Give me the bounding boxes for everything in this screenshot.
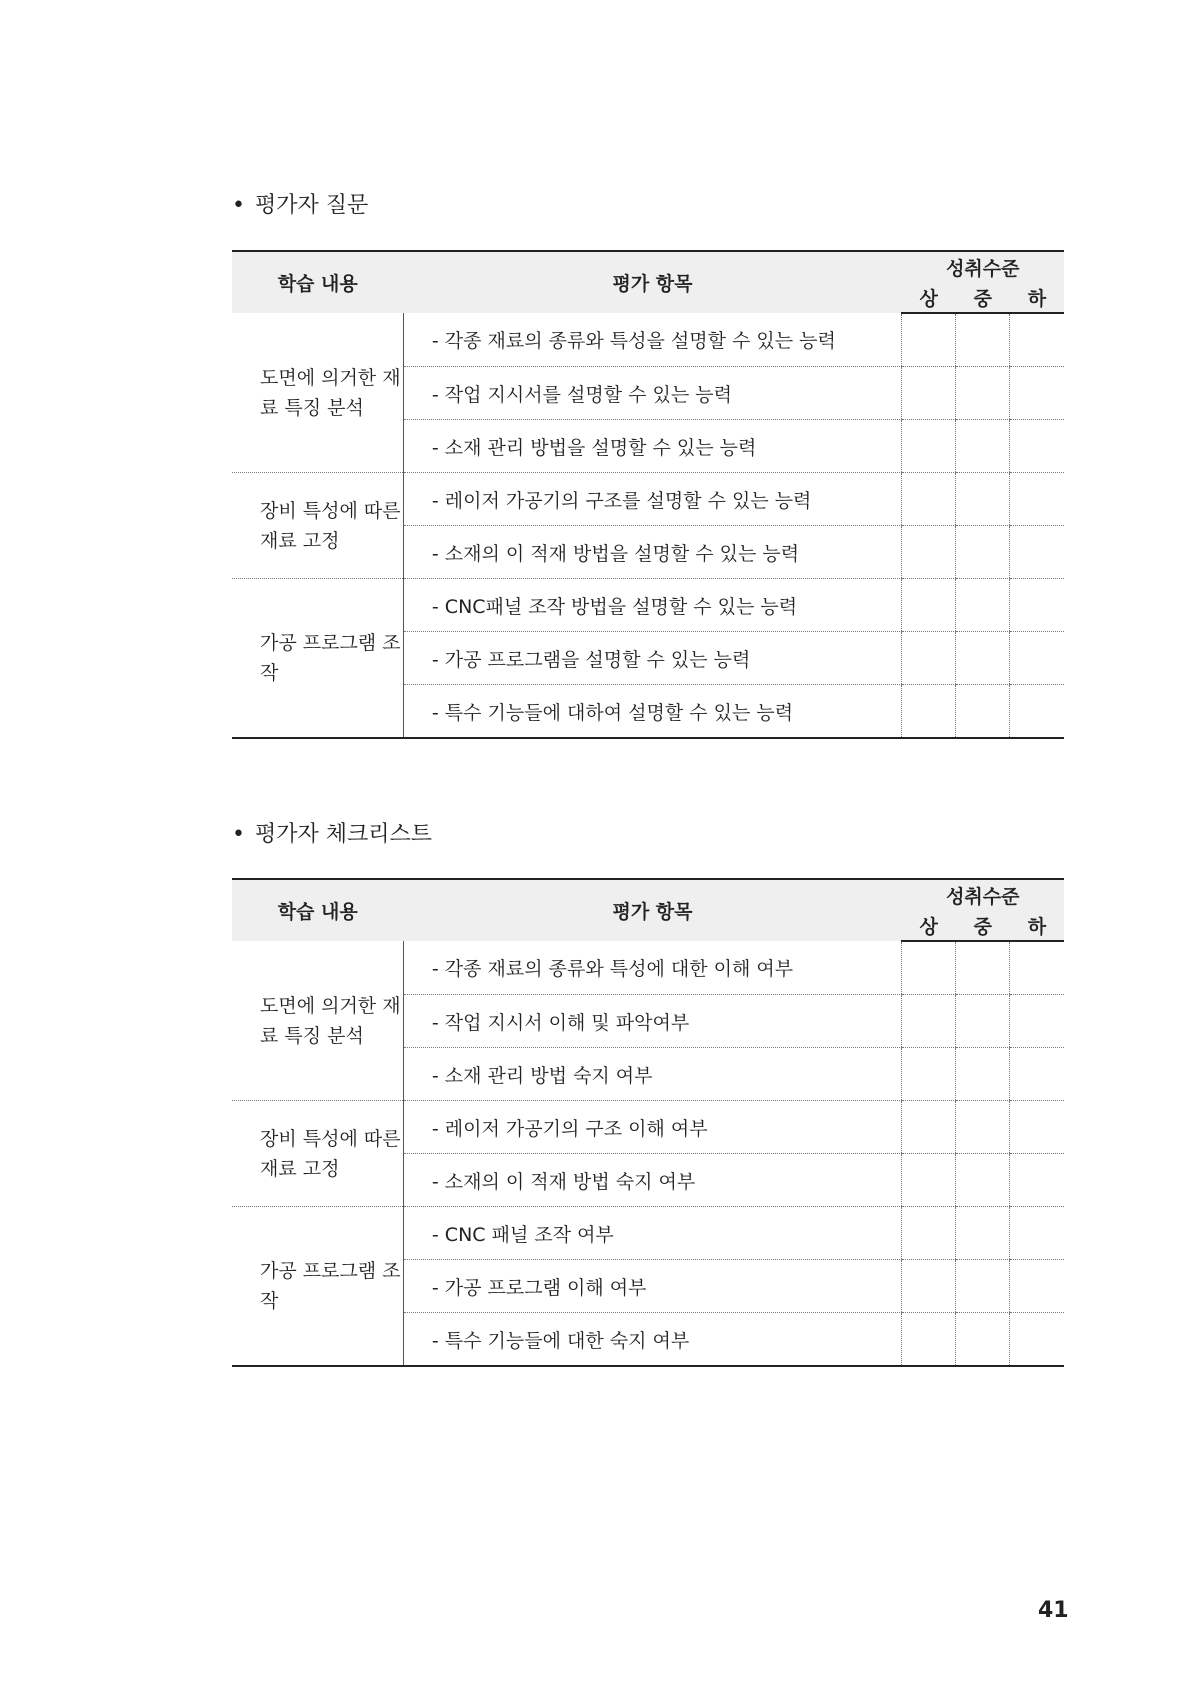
level-cell-high[interactable] <box>902 995 956 1048</box>
level-cell-mid[interactable] <box>956 526 1010 579</box>
level-cell-mid[interactable] <box>956 367 1010 420</box>
level-cell-mid[interactable] <box>956 579 1010 632</box>
item-cell: - 각종 재료의 종류와 특성을 설명할 수 있는 능력 <box>403 313 901 367</box>
level-cell-mid[interactable] <box>956 313 1010 367</box>
level-cell-low[interactable] <box>1010 367 1064 420</box>
header-content: 학습 내용 <box>232 879 403 941</box>
level-cell-high[interactable] <box>902 941 956 995</box>
content-cell: 가공 프로그램 조작 <box>232 579 403 739</box>
level-cell-high[interactable] <box>902 367 956 420</box>
level-cell-high[interactable] <box>902 526 956 579</box>
header-level-mid: 중 <box>956 910 1010 941</box>
checklist-table <box>232 878 1064 1367</box>
content-cell: 도면에 의거한 재료 특징 분석 <box>232 941 403 1101</box>
header-level-low: 하 <box>1010 910 1064 941</box>
content-cell: 장비 특성에 따른 재료 고정 <box>232 1101 403 1207</box>
level-cell-high[interactable] <box>902 579 956 632</box>
level-cell-mid[interactable] <box>956 632 1010 685</box>
level-cell-low[interactable] <box>1010 1154 1064 1207</box>
level-cell-high[interactable] <box>902 1154 956 1207</box>
level-cell-mid[interactable] <box>956 1048 1010 1101</box>
item-cell: - 특수 기능들에 대하여 설명할 수 있는 능력 <box>403 685 901 739</box>
item-cell: - 소재 관리 방법을 설명할 수 있는 능력 <box>403 420 901 473</box>
level-cell-low[interactable] <box>1010 579 1064 632</box>
level-cell-low[interactable] <box>1010 1207 1064 1260</box>
level-cell-high[interactable] <box>902 1313 956 1367</box>
table-row <box>232 1207 1064 1260</box>
level-cell-low[interactable] <box>1010 1101 1064 1154</box>
section-title-checklist <box>232 817 432 848</box>
level-cell-high[interactable] <box>902 1260 956 1313</box>
content-cell: 장비 특성에 따른 재료 고정 <box>232 473 403 579</box>
level-cell-high[interactable] <box>902 685 956 739</box>
level-cell-high[interactable] <box>902 313 956 367</box>
level-cell-low[interactable] <box>1010 473 1064 526</box>
level-cell-low[interactable] <box>1010 941 1064 995</box>
header-level-mid: 중 <box>956 282 1010 313</box>
level-cell-mid[interactable] <box>956 685 1010 739</box>
level-cell-high[interactable] <box>902 420 956 473</box>
level-cell-high[interactable] <box>902 632 956 685</box>
section-title-questions <box>232 188 368 219</box>
bullet-icon: • <box>232 193 245 218</box>
level-cell-mid[interactable] <box>956 420 1010 473</box>
header-item: 평가 항목 <box>403 251 901 313</box>
level-cell-mid[interactable] <box>956 995 1010 1048</box>
item-cell: - CNC패널 조작 방법을 설명할 수 있는 능력 <box>403 579 901 632</box>
item-cell: - 소재의 이 적재 방법 숙지 여부 <box>403 1154 901 1207</box>
header-achievement: 성취수준 <box>902 879 1064 910</box>
table-row <box>232 579 1064 632</box>
item-cell: - 특수 기능들에 대한 숙지 여부 <box>403 1313 901 1367</box>
level-cell-low[interactable] <box>1010 313 1064 367</box>
table-row <box>232 313 1064 367</box>
level-cell-low[interactable] <box>1010 1048 1064 1101</box>
content-cell: 도면에 의거한 재료 특징 분석 <box>232 313 403 473</box>
section-title-text: 평가자 질문 <box>254 193 369 218</box>
level-cell-low[interactable] <box>1010 685 1064 739</box>
level-cell-high[interactable] <box>902 1207 956 1260</box>
level-cell-low[interactable] <box>1010 1260 1064 1313</box>
level-cell-low[interactable] <box>1010 420 1064 473</box>
page-number: 41 <box>1038 1598 1069 1623</box>
item-cell: - 소재의 이 적재 방법을 설명할 수 있는 능력 <box>403 526 901 579</box>
table-row <box>232 1101 1064 1154</box>
item-cell: - 작업 지시서 이해 및 파악여부 <box>403 995 901 1048</box>
level-cell-high[interactable] <box>902 1048 956 1101</box>
level-cell-low[interactable] <box>1010 632 1064 685</box>
header-level-high: 상 <box>902 910 956 941</box>
item-cell: - 레이저 가공기의 구조를 설명할 수 있는 능력 <box>403 473 901 526</box>
header-achievement: 성취수준 <box>902 251 1064 282</box>
level-cell-mid[interactable] <box>956 1101 1010 1154</box>
level-cell-low[interactable] <box>1010 526 1064 579</box>
table-row <box>232 941 1064 995</box>
level-cell-high[interactable] <box>902 1101 956 1154</box>
level-cell-mid[interactable] <box>956 941 1010 995</box>
level-cell-low[interactable] <box>1010 1313 1064 1367</box>
level-cell-mid[interactable] <box>956 1154 1010 1207</box>
item-cell: - 가공 프로그램 이해 여부 <box>403 1260 901 1313</box>
header-content: 학습 내용 <box>232 251 403 313</box>
level-cell-mid[interactable] <box>956 1207 1010 1260</box>
item-cell: - 작업 지시서를 설명할 수 있는 능력 <box>403 367 901 420</box>
item-cell: - 레이저 가공기의 구조 이해 여부 <box>403 1101 901 1154</box>
content-cell: 가공 프로그램 조작 <box>232 1207 403 1367</box>
level-cell-high[interactable] <box>902 473 956 526</box>
item-cell: - 각종 재료의 종류와 특성에 대한 이해 여부 <box>403 941 901 995</box>
table-row <box>232 473 1064 526</box>
bullet-icon: • <box>232 822 245 847</box>
item-cell: - 소재 관리 방법 숙지 여부 <box>403 1048 901 1101</box>
level-cell-mid[interactable] <box>956 1313 1010 1367</box>
header-level-low: 하 <box>1010 282 1064 313</box>
level-cell-mid[interactable] <box>956 1260 1010 1313</box>
item-cell: - 가공 프로그램을 설명할 수 있는 능력 <box>403 632 901 685</box>
header-level-high: 상 <box>902 282 956 313</box>
level-cell-mid[interactable] <box>956 473 1010 526</box>
header-item: 평가 항목 <box>403 879 901 941</box>
section-title-text: 평가자 체크리스트 <box>254 822 432 847</box>
item-cell: - CNC 패널 조작 여부 <box>403 1207 901 1260</box>
questions-table <box>232 250 1064 739</box>
level-cell-low[interactable] <box>1010 995 1064 1048</box>
